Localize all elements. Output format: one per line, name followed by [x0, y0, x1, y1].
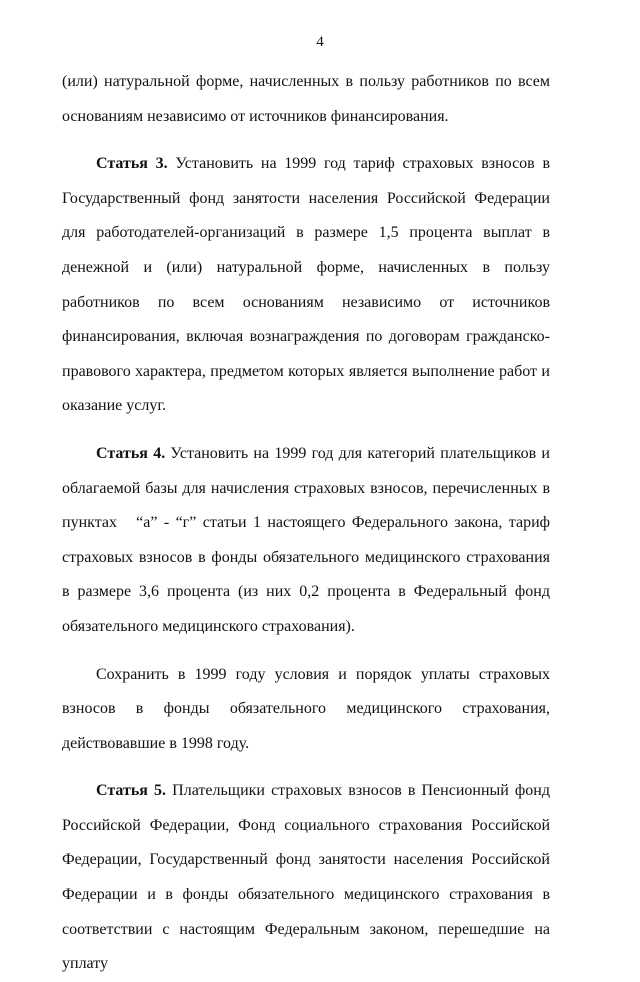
article-4-label: Статья 4.: [96, 444, 166, 462]
paragraph-article-5: [62, 774, 550, 982]
paragraph-retain-conditions: [62, 658, 550, 762]
paragraph-article-3: [62, 147, 550, 424]
page-number: 4: [316, 34, 324, 50]
paragraph-text: (или) натуральной форме, начисленных в пользу работников по всем основаниям независимо от источников финансирования.: [62, 73, 550, 125]
document-body: [62, 65, 550, 982]
paragraph-gap: [62, 645, 550, 658]
paragraph-text: Сохранить в 1999 году условия и порядок уплаты страховых взносов в фонды обязательного медицинского страхования, действовавшие в 1998 году.: [62, 665, 550, 752]
article-5-label: Статья 5.: [96, 782, 167, 800]
paragraph-gap: [62, 134, 550, 147]
paragraph-gap: [62, 424, 550, 437]
article-4-text: Установить на 1999 год для категорий плательщиков и облагаемой базы для начисления страховых взносов, перечисленных в пунктах “а” - “г” статьи 1 настоящего Федерального закона, тариф страховых взносов в фонды обязательного медицинского страхования в размере 3,6 процента (из них 0,2 процента в Федеральный фонд обязательного медицинского страхования).: [62, 444, 550, 635]
article-3-text: Установить на 1999 год тариф страховых взносов в Государственный фонд занятости населения Российской Федерации для работодателей-организаций в размере 1,5 процента выплат в денежной и (или) натуральной форме, начисленных в пользу работников по всем основаниям независимо от источников финансирования, включая вознаграждения по договорам гражданско-правового характера, предметом которых является выполнение работ и оказание услуг.: [62, 155, 551, 415]
article-3-label: Статья 3.: [96, 155, 168, 173]
paragraph-article-4: [62, 437, 550, 645]
paragraph-gap: [62, 761, 550, 774]
paragraph-continuation: [62, 65, 550, 134]
article-5-text: Плательщики страховых взносов в Пенсионный фонд Российской Федерации, Фонд социального страхования Российской Федерации, Государственный фонд занятости населения Российской Федерации и в фонды обязательного медицинского страхования в соответствии с настоящим Федеральным законом, перешедшие на уплату: [62, 782, 550, 973]
